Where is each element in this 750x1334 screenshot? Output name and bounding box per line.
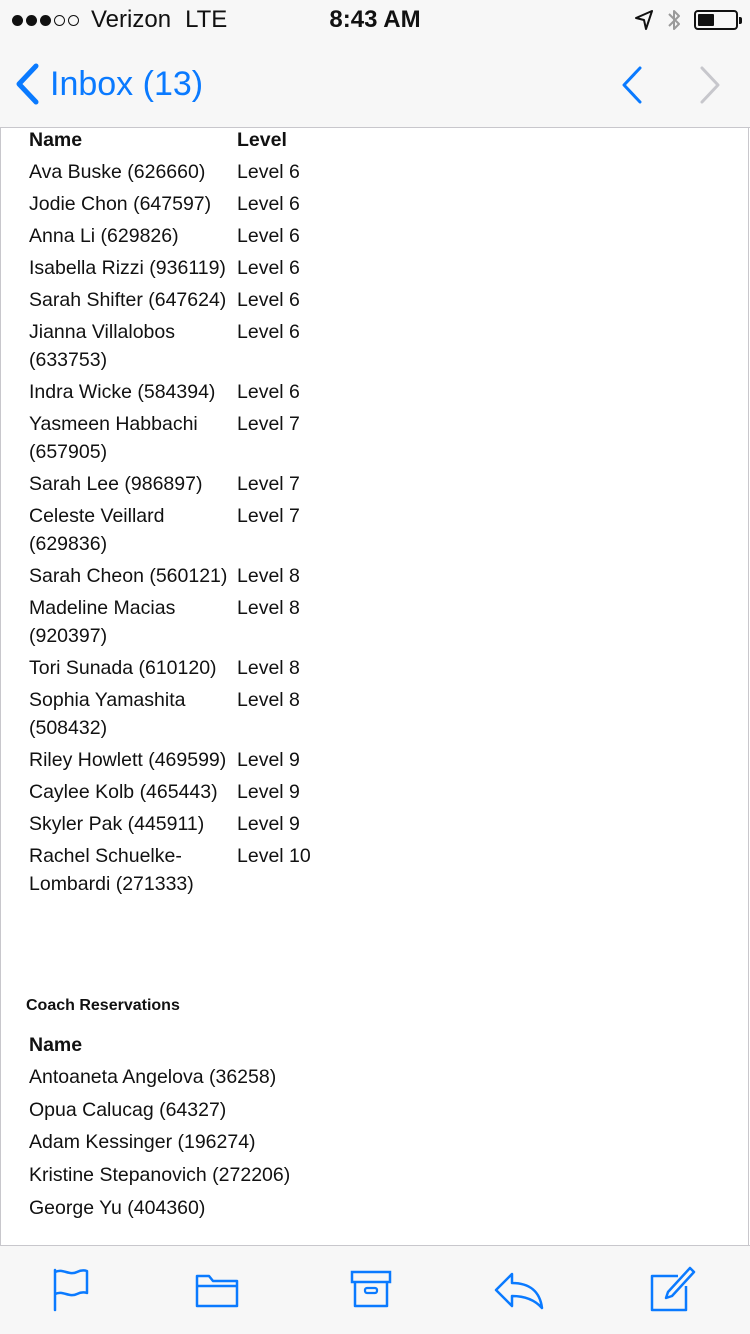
archive-icon <box>347 1266 397 1314</box>
navigation-bar <box>0 40 750 128</box>
coach-reservations-title: Coach Reservations <box>26 997 180 1014</box>
table-row <box>25 252 315 284</box>
archive-button[interactable] <box>347 1266 397 1314</box>
table-row <box>25 652 315 684</box>
back-to-inbox-button[interactable] <box>14 60 203 108</box>
athlete-level: Level 9 <box>237 749 300 771</box>
athlete-level: Level 9 <box>237 813 300 835</box>
status-bar <box>0 0 750 40</box>
athlete-name: Sophia Yamashita (508432) <box>29 689 186 739</box>
table-row <box>25 592 315 652</box>
reply-button[interactable] <box>492 1266 542 1314</box>
table-row <box>25 408 315 468</box>
table-row <box>25 220 315 252</box>
athlete-name: Anna Li (629826) <box>29 225 179 247</box>
message-toolbar <box>0 1245 750 1334</box>
athlete-level: Level 7 <box>237 413 300 435</box>
athlete-name: Yasmeen Habbachi (657905) <box>29 413 198 463</box>
athlete-level: Level 10 <box>237 845 311 867</box>
coach-name: Adam Kessinger (196274) <box>29 1131 256 1154</box>
athlete-level: Level 6 <box>237 161 300 183</box>
move-to-folder-button[interactable] <box>193 1266 243 1314</box>
folder-icon <box>193 1266 243 1314</box>
table-row <box>25 560 315 592</box>
table-row <box>25 1061 294 1094</box>
athlete-level: Level 8 <box>237 565 300 587</box>
athlete-name: Sarah Lee (986897) <box>29 473 203 495</box>
network-type: LTE <box>185 6 228 33</box>
back-label: Inbox (13) <box>50 64 204 103</box>
athlete-table <box>25 128 315 900</box>
table-row <box>25 156 315 188</box>
table-row <box>25 188 315 220</box>
athlete-name: Rachel Schuelke-Lombardi (271333) <box>29 845 194 895</box>
table-row <box>25 684 315 744</box>
athlete-name: Indra Wicke (584394) <box>29 381 216 403</box>
athlete-level: Level 6 <box>237 381 300 403</box>
athlete-level: Level 7 <box>237 473 300 495</box>
athlete-name: Ava Buske (626660) <box>29 161 206 183</box>
coach-name: Kristine Stepanovich (272206) <box>29 1164 291 1187</box>
athlete-level: Level 9 <box>237 781 300 803</box>
previous-message-button[interactable] <box>616 64 656 106</box>
table-row <box>25 776 315 808</box>
bluetooth-icon <box>666 7 682 33</box>
status-time: 8:43 AM <box>329 6 421 33</box>
athlete-level: Level 6 <box>237 321 300 343</box>
table-row <box>25 1159 294 1192</box>
chevron-up-icon <box>616 64 656 106</box>
athlete-level: Level 8 <box>237 597 300 619</box>
athlete-name: Jianna Villalobos (633753) <box>29 321 175 371</box>
coach-name: George Yu (404360) <box>29 1196 206 1219</box>
table-row <box>25 1192 294 1225</box>
carrier-name: Verizon <box>91 6 172 33</box>
message-body[interactable] <box>0 128 750 1245</box>
column-header-name: Name <box>29 1034 83 1056</box>
athlete-name: Madeline Macias (920397) <box>29 597 176 647</box>
compose-button[interactable] <box>648 1266 698 1314</box>
table-row <box>25 1094 294 1127</box>
athlete-level: Level 6 <box>237 225 300 247</box>
table-row <box>25 744 315 776</box>
coach-name: Antoaneta Angelova (36258) <box>29 1066 277 1088</box>
reply-icon <box>492 1266 546 1314</box>
flag-icon <box>47 1266 97 1314</box>
compose-icon <box>648 1266 698 1314</box>
battery-icon <box>694 10 738 30</box>
flag-button[interactable] <box>47 1266 97 1314</box>
athlete-name: Caylee Kolb (465443) <box>29 781 218 803</box>
table-row <box>25 316 315 376</box>
athlete-level: Level 7 <box>237 505 300 527</box>
column-header-name: Name <box>29 129 83 151</box>
table-row <box>25 840 315 900</box>
table-row <box>25 500 315 560</box>
table-row <box>25 376 315 408</box>
chevron-left-icon <box>14 63 40 105</box>
column-header-level: Level <box>237 129 287 151</box>
athlete-name: Riley Howlett (469599) <box>29 749 227 771</box>
athlete-level: Level 8 <box>237 689 300 711</box>
athlete-name: Skyler Pak (445911) <box>29 813 205 835</box>
location-arrow-icon <box>634 9 654 31</box>
athlete-level: Level 6 <box>237 289 300 311</box>
coach-table <box>25 1029 294 1225</box>
athlete-name: Tori Sunada (610120) <box>29 657 217 679</box>
coach-name: Opua Calucag (64327) <box>29 1098 227 1121</box>
athlete-level: Level 6 <box>237 193 300 215</box>
chevron-down-icon <box>690 64 730 106</box>
athlete-name: Celeste Veillard (629836) <box>29 505 165 555</box>
table-row <box>25 284 315 316</box>
table-row <box>25 468 315 500</box>
athlete-level: Level 6 <box>237 257 300 279</box>
athlete-name: Isabella Rizzi (936119) <box>29 257 226 279</box>
table-row <box>25 1126 294 1159</box>
athlete-level: Level 8 <box>237 657 300 679</box>
next-message-button[interactable] <box>690 64 730 106</box>
athlete-name: Sarah Shifter (647624) <box>29 289 227 311</box>
athlete-name: Sarah Cheon (560121) <box>29 565 228 587</box>
table-row <box>25 808 315 840</box>
athlete-name: Jodie Chon (647597) <box>29 193 212 215</box>
